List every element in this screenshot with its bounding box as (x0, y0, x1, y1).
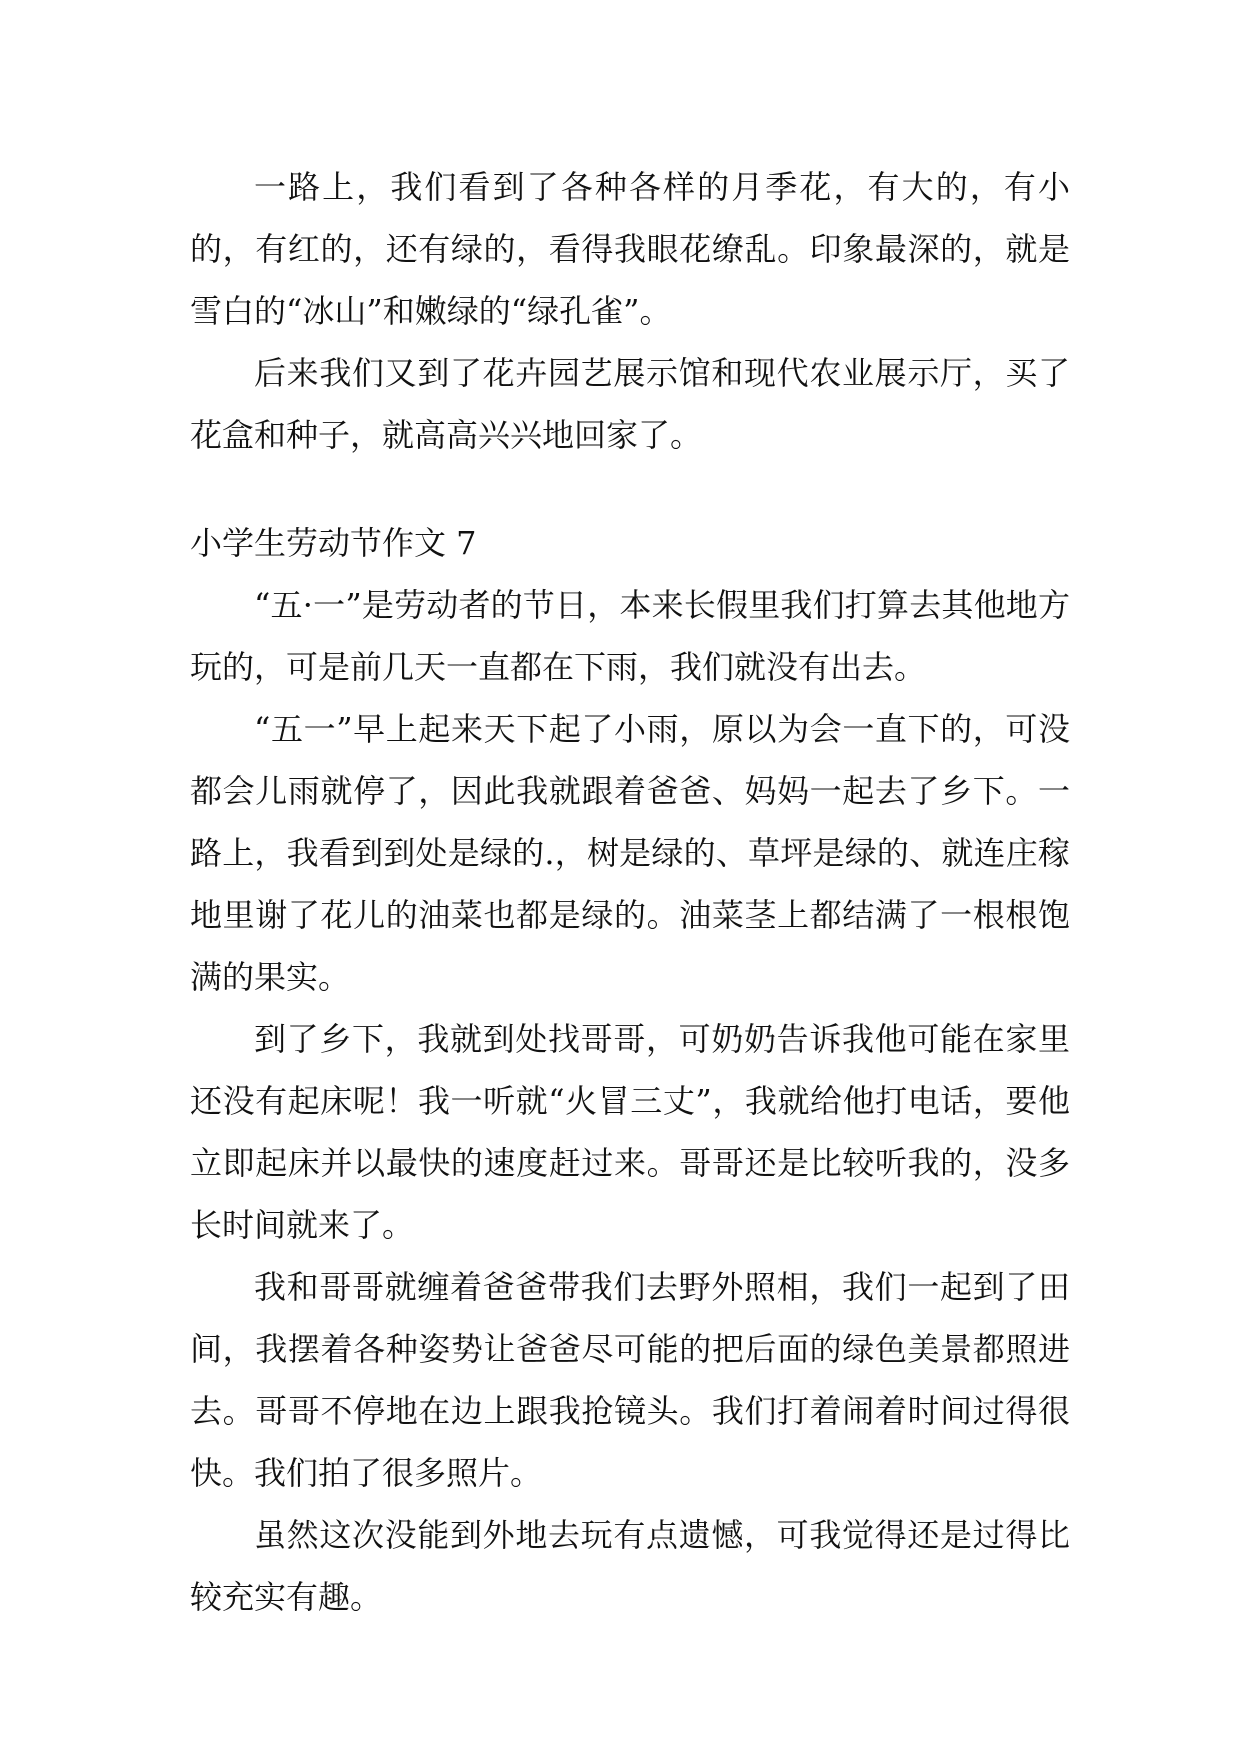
previous-section-body (190, 156, 1070, 466)
paragraph: 一路上，我们看到了各种各样的月季花，有大的，有小的，有红的，还有绿的，看得我眼花缭乱。印象最深的，就是雪白的“冰山”和嫩绿的“绿孔雀”。 (190, 168, 1070, 330)
paragraph: “五一”早上起来天下起了小雨，原以为会一直下的，可没都会儿雨就停了，因此我就跟着爸爸、妈妈一起去了乡下。一路上，我看到到处是绿的.，树是绿的、草坪是绿的、就连庄稼地里谢了花儿的油菜也都是绿的。油菜茎上都结满了一根根饱满的果实。 (190, 710, 1070, 996)
section-body (190, 574, 1070, 1628)
paragraph: 我和哥哥就缠着爸爸带我们去野外照相，我们一起到了田间，我摆着各种姿势让爸爸尽可能的把后面的绿色美景都照进去。哥哥不停地在边上跟我抢镜头。我们打着闹着时间过得很快。我们拍了很多照片。 (190, 1268, 1070, 1492)
section-title: 小学生劳动节作文 7 (190, 524, 477, 562)
paragraph: 虽然这次没能到外地去玩有点遗憾，可我觉得还是过得比较充实有趣。 (190, 1516, 1070, 1616)
paragraph: 到了乡下，我就到处找哥哥，可奶奶告诉我他可能在家里还没有起床呢！我一听就“火冒三丈”，我就给他打电话，要他立即起床并以最快的速度赶过来。哥哥还是比较听我的，没多长时间就来了。 (190, 1020, 1070, 1244)
paragraph: 后来我们又到了花卉园艺展示馆和现代农业展示厅，买了花盒和种子，就高高兴兴地回家了。 (190, 354, 1070, 454)
paragraph: “五·一”是劳动者的节日，本来长假里我们打算去其他地方玩的，可是前几天一直都在下雨，我们就没有出去。 (190, 586, 1070, 686)
